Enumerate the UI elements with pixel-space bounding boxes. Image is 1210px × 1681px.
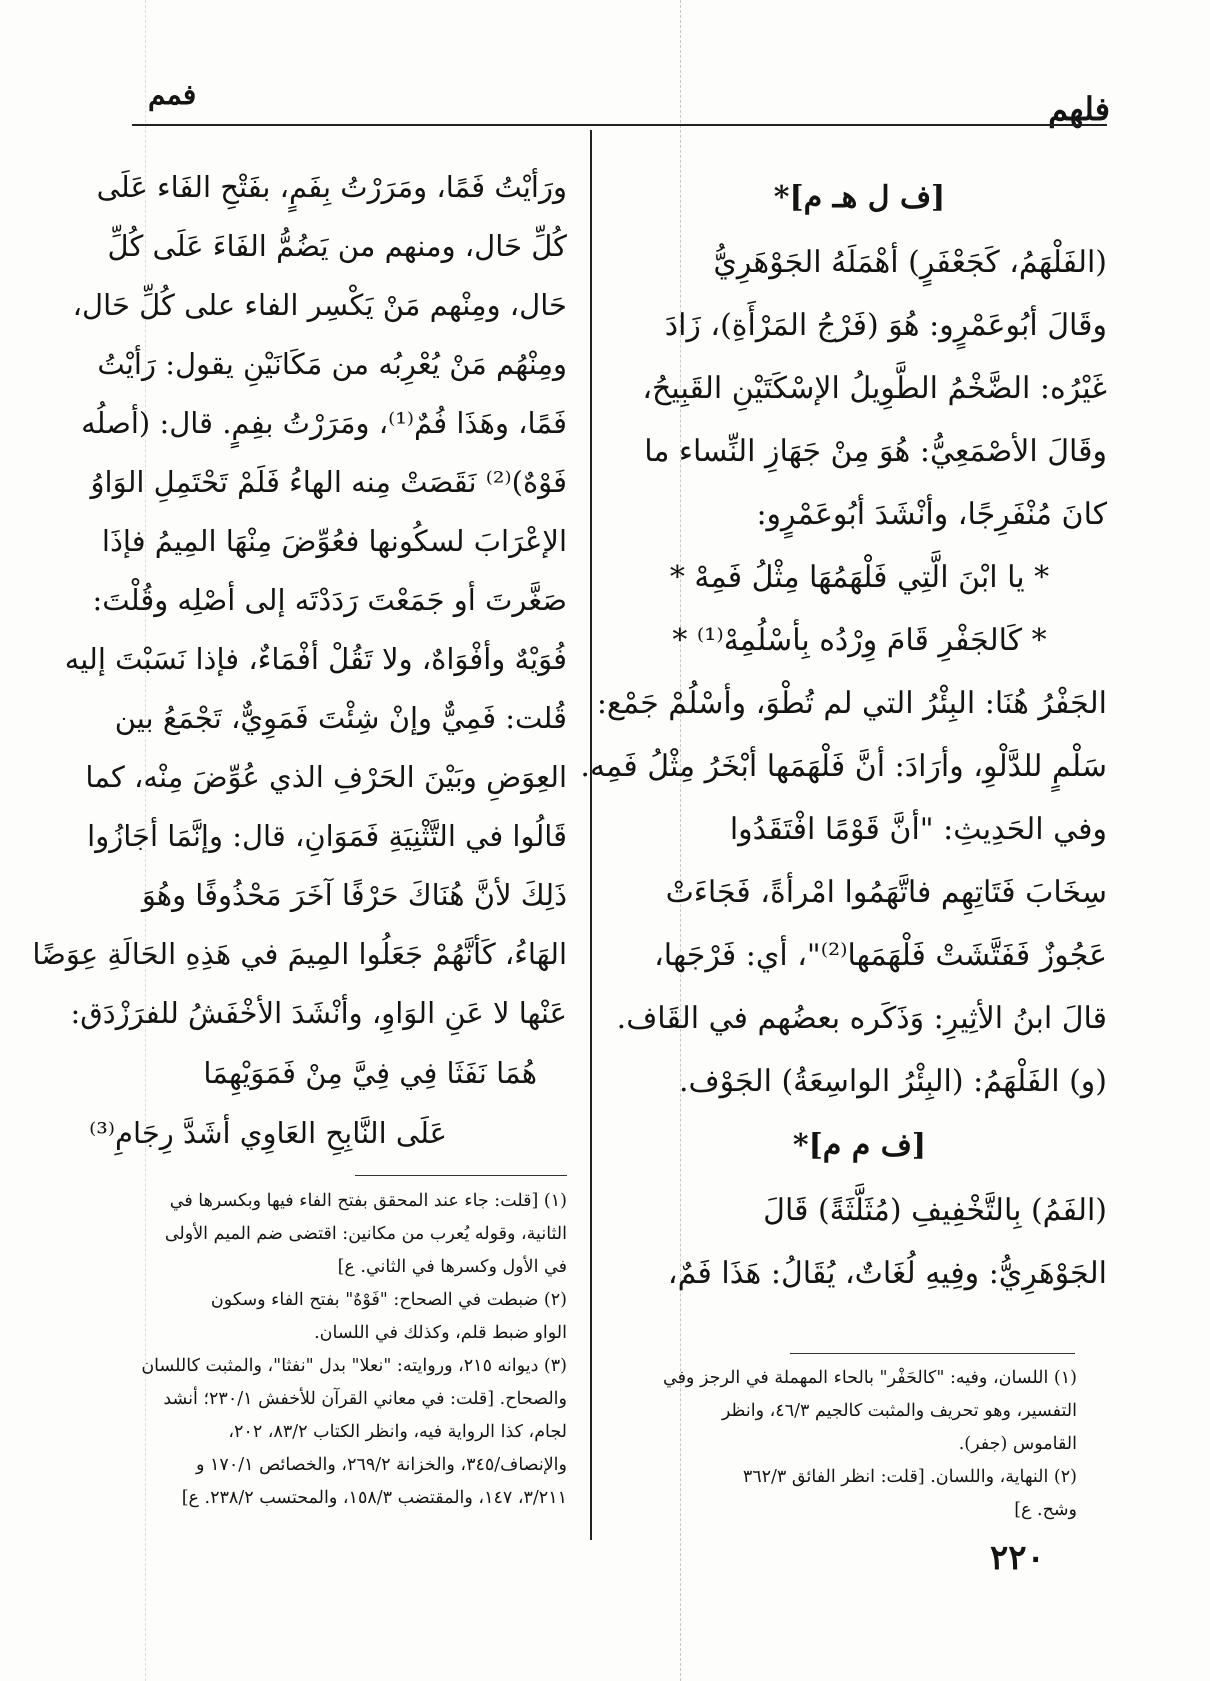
text-line: صَغَّرتَ أو جَمَعْتَ رَدَدْتَه إلى أصْلِه وقُلْتَ:: [92, 583, 567, 617]
footnote-line: (٢) النهاية، واللسان. [قلت: انظر الفائق ٣٦٢/٣: [742, 1467, 1077, 1487]
text-line: (و) الفَلْهَمُ: (البِئْرُ الواسِعَةُ) الجَوْف.: [678, 1064, 1107, 1099]
footnote-line: (٣) ديوانه ٢١٥، وروايته: "نعلا" بدل "نفثا"، والمثبت كاللسان: [141, 1356, 567, 1376]
text-line: ذَلِكَ لأنَّ هُنَاكَ حَرْفًا آخَرَ مَحْذُوفًا وهُوَ: [141, 878, 567, 912]
verse-line: * يا ابْنَ الَّتِي فَلْهَمُهَا مِثْلُ فَمِهْ *: [669, 560, 1050, 595]
text-line: سِخَابَ فَتَاتِهِم فاتَّهَمُوا امْرأةً، فَجَاءَتْ: [665, 875, 1107, 910]
text-line: عَنْها لا عَنِ الوَاوِ، وأنْشَدَ الأخْفَشُ للفرَزْدَق:: [70, 996, 567, 1030]
footnote-line: في الأول وكسرها في الثاني. ع]: [337, 1257, 567, 1277]
header-right-word: فلهم: [1048, 90, 1110, 128]
footnote-rule: [355, 1175, 567, 1176]
text-line: قَالُوا في التَّثْنِيَةِ فَمَوَانِ، قال: وإنَّمَا أجَازُوا: [87, 819, 567, 853]
entry-heading-flhm: [ف ل هـ م]*: [773, 180, 946, 215]
footnote-line: (١) اللسان، وفيه: "كالحَفْر" بالحاء المهملة في الرجز وفي: [662, 1368, 1077, 1388]
footnotes-left: [132, 1185, 567, 1515]
footnote-line: القاموس (جفر).: [958, 1434, 1077, 1454]
text-line: غَيْرُه: الضَّخْمُ الطَّوِيلُ الإسْكَتَيْنِ القَبِيحُ،: [642, 371, 1107, 406]
text-line: قُلت: فَمِيٌّ وإنْ شِئْتَ فَمَوِيٌّ، تَجْمَعُ بين: [114, 701, 567, 735]
text-line: وقَالَ الأصْمَعِيُّ: هُوَ مِنْ جَهَازِ النِّساء ما: [644, 434, 1107, 469]
text-line: (الفَمُ) بِالتَّخْفِيفِ (مُثَلَّثَةً) قَالَ: [763, 1193, 1107, 1228]
text-line: عَجُوزٌ فَفَتَّشَتْ فَلْهَمَها⁽²⁾"، أي: فَرْجَها،: [654, 938, 1107, 973]
right-column: [580, 165, 1107, 1305]
text-line: الهَاءُ، كَأنَّهُمْ جَعَلُوا المِيمَ في هَذِهِ الحَالَةِ عِوَضًا: [32, 937, 567, 971]
text-line: الجَفْرُ هُنَا: البِئْرُ التي لم تُطْوَ، وأسْلُمْ جَمْع:: [596, 686, 1107, 721]
text-line: قالَ ابنُ الأثِيرِ: وَذَكَره بعضُهم في القَاف.: [616, 1001, 1107, 1036]
text-line: ومِنْهُم مَنْ يُعْرِبُه من مَكَانَيْنِ يقول: رَأيْتُ: [97, 347, 567, 381]
page-number: ٢٢٠: [990, 1538, 1045, 1578]
footnote-line: وشح. ع]: [1014, 1500, 1077, 1520]
text-line: سَلْمٍ للدَّلْوِ، وأرَادَ: أنَّ فَلْهَمَها أبْخَرُ مِثْلُ فَمِه.: [580, 749, 1107, 784]
footnote-line: والإنصاف/٣٤٥، والخزانة ٢٦٩/٢، والخصائص ١٧٠/١ و: [196, 1455, 567, 1475]
text-line: فَوْهٌ)⁽²⁾ نَقَصَتْ مِنه الهاءُ فَلَمْ تَحْتَمِلِ الوَاوُ: [90, 465, 567, 499]
text-line: العِوَضِ وبَيْنَ الحَرْفِ الذي عُوِّضَ مِنْه، كما: [85, 760, 567, 794]
verse-line: * كَالجَفْرِ قَامَ وِرْدُه بِأسْلُمِهْ⁽¹⁾ *: [672, 623, 1047, 658]
footnote-line: ٣/٢١١، ١٤٧، والمقتضب ١٥٨/٣، والمحتسب ٢٣٨/٢. ع]: [181, 1488, 567, 1508]
footnote-line: (١) [قلت: جاء عند المحقق بفتح الفاء فيها وبكسرها في: [169, 1191, 567, 1211]
text-line: ورَأيْتُ فَمًا، ومَرَرْتُ بِفَمٍ، بفَتْحِ الفَاء عَلَى: [96, 170, 567, 204]
column-divider: [590, 130, 592, 1540]
text-line: الجَوْهَرِيُّ: وفِيهِ لُغَاتٌ، يُقَالُ: هَذَا فَمٌ،: [667, 1256, 1107, 1291]
text-line: حَال، ومِنْهم مَنْ يَكْسِر الفاء على كُلِّ حَال،: [72, 288, 567, 322]
verse-line: هُمَا نَفَثَا فِي فِيَّ مِنْ فَمَوَيْهِمَا: [203, 1056, 537, 1090]
text-line: فُوَيْهٌ وأفْوَاهٌ، ولا تَقُلْ أفْمَاءٌ، فإذا نَسَبْتَ إليه: [64, 642, 567, 676]
footnotes-right: [612, 1362, 1077, 1527]
text-line: فَمًا، وهَذَا فُمٌ⁽¹⁾، ومَرَرْتُ بفِمٍ. قال: (أصلُه: [81, 406, 567, 440]
text-line: (الفَلْهَمُ، كَجَعْفَرٍ) أهْمَلَهُ الجَوْهَرِيُّ: [713, 245, 1107, 280]
verse-line: عَلَى النَّابِحِ العَاوِي أشَدَّ رِجَامِ⁽³⁾: [89, 1116, 447, 1150]
left-column: [32, 158, 567, 1163]
text-line: كانَ مُنْفَرِجًا، وأنْشَدَ أبُوعَمْرٍو:: [756, 497, 1107, 532]
text-line: وقَالَ أبُوعَمْرٍو: هُوَ (فَرْجُ المَرْأَةِ)، زَادَ: [664, 308, 1107, 343]
footnote-line: الثانية، وقوله يُعرب من مكانين: اقتضى ضم الميم الأولى: [164, 1224, 567, 1244]
footnote-line: والصحاح. [قلت: في معاني القرآن للأخفش ٢٣٠/١؛ أنشد: [163, 1389, 567, 1409]
text-line: الإعْرَابَ لسكُونها فعُوِّضَ مِنْهَا المِيمُ فإذَا: [101, 524, 567, 558]
text-line: وفي الحَدِيثِ: "أنَّ قَوْمًا افْتَقَدُوا: [729, 812, 1107, 847]
footnote-line: لجام، كذا الرواية فيه، وانظر الكتاب ٨٣/٢، ٢٠٢،: [228, 1422, 567, 1442]
entry-heading-fmm: [ف م م]*: [792, 1128, 927, 1163]
text-line: كُلِّ حَال، ومنهم من يَضُمُّ الفَاءَ عَلَى كُلِّ: [107, 229, 567, 263]
footnote-line: التفسير، وهو تحريف والمثبت كالجيم ٤٦/٣، وانظر: [721, 1401, 1077, 1421]
header-left-word: فمم: [148, 78, 197, 111]
footnote-rule: [790, 1353, 1075, 1354]
footnote-line: الواو ضبط قلم، وكذلك في اللسان.: [314, 1323, 567, 1343]
footnote-line: (٢) ضبطت في الصحاح: "فَوْهٌ" بفتح الفاء وسكون: [210, 1290, 567, 1310]
header-rule: [132, 124, 1107, 126]
